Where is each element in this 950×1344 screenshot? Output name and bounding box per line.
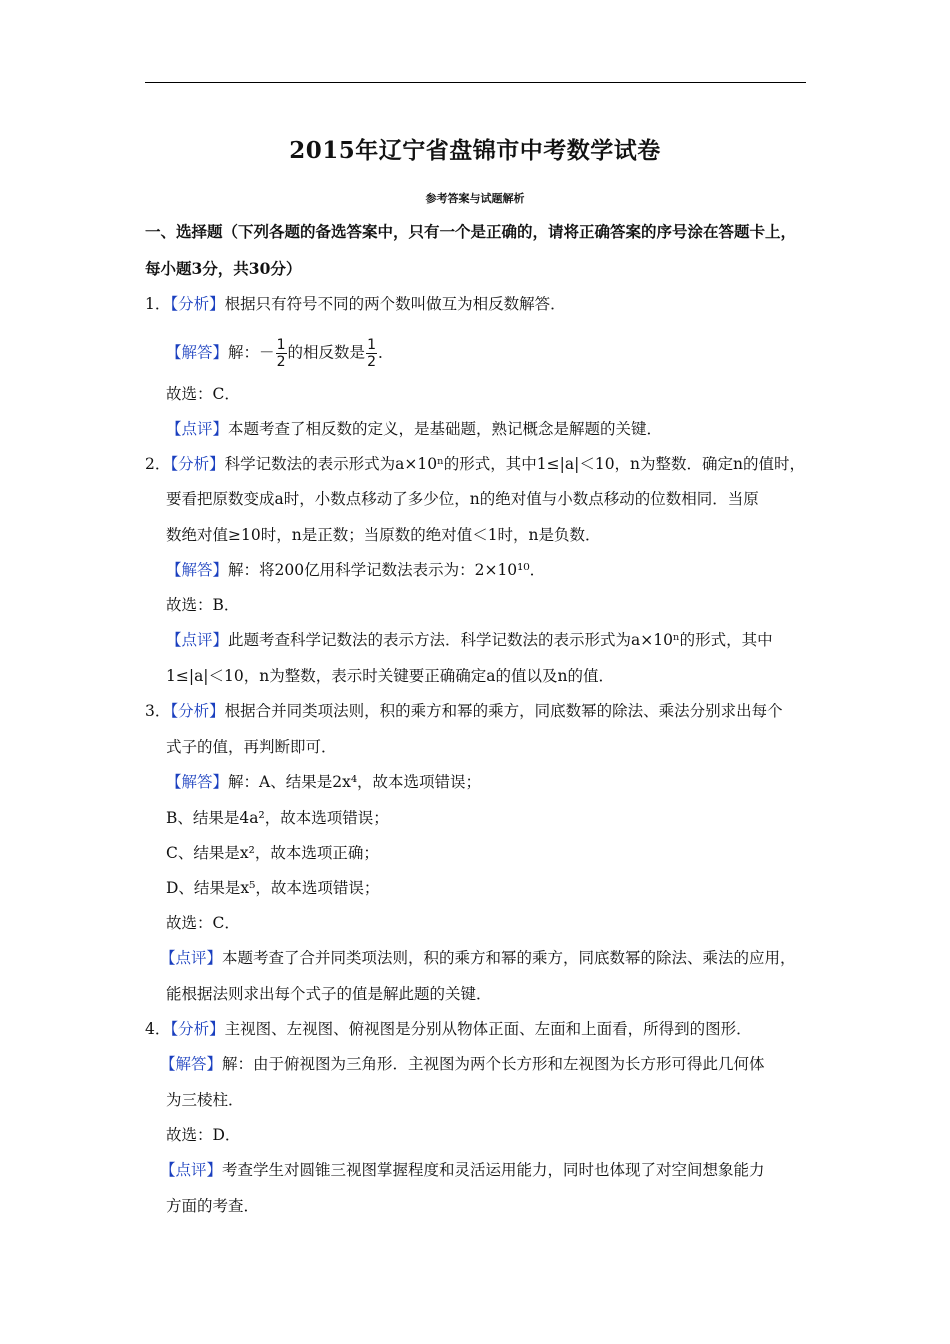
- section-heading-line1: 一、选择题（下列各题的备选答案中，只有一个是正确的，请将正确答案的序号涂在答题卡上，: [145, 222, 797, 241]
- q2-comment-l2: 1≤|a|＜10，n为整数，表示时关键要正确确定a的值以及n的值．: [166, 667, 614, 685]
- q3-number: 3．: [145, 702, 171, 720]
- q3-analysis-l1: 根据合并同类项法则，积的乘方和幂的乘方，同底数幂的除法、乘法分别求出每个: [224, 702, 783, 720]
- q3-solution-c: C、结果是x²，故本选项正确；: [166, 844, 379, 862]
- q2-comment: [166, 630, 773, 650]
- q1-fraction-1: [276, 338, 287, 369]
- q2-analysis-l3: 数绝对值≥10时，n是正数；当原数的绝对值＜1时，n是负数．: [166, 526, 601, 544]
- q3-comment-l1: 本题考查了合并同类项法则，积的乘方和幂的乘方，同底数幂的除法、乘法的应用，: [222, 949, 796, 967]
- q3-solution-b: B、结果是4a²，故本选项错误；: [166, 809, 389, 827]
- q3-comment-l2: 能根据法则求出每个式子的值是解此题的关键．: [166, 985, 492, 1003]
- q1-analysis: [145, 294, 566, 314]
- q1-fraction-1-den: 2: [276, 354, 286, 370]
- q2-analysis-tag: 【分析】: [170, 455, 225, 473]
- q1-solution-mid: 的相反数是: [287, 343, 366, 362]
- q2-analysis-l1: 科学记数法的表示形式为a×10ⁿ的形式，其中1≤|a|＜10，n为整数．确定n的值时，: [224, 455, 806, 473]
- q1-solution: [166, 338, 394, 369]
- q1-fraction-1-num: 1: [276, 337, 286, 353]
- q1-comment-text: 本题考查了相反数的定义，是基础题，熟记概念是解题的关键．: [228, 420, 663, 438]
- q3-analysis-l2: 式子的值，再判断即可．: [166, 738, 337, 756]
- q3-solution-a: 解：A、结果是2x⁴，故本选项错误；: [228, 773, 482, 791]
- section-heading-line2: 每小题3分，共30分）: [145, 259, 302, 278]
- q1-choice: 故选：C．: [166, 385, 240, 403]
- q3-comment-tag: 【点评】: [160, 949, 223, 967]
- q4-comment: [160, 1160, 765, 1180]
- q4-solution: [160, 1054, 765, 1074]
- q3-comment: [160, 948, 796, 968]
- q2-comment-tag: 【点评】: [166, 631, 229, 649]
- q1-solution-end: ．: [378, 343, 394, 362]
- q4-comment-tag: 【点评】: [160, 1161, 223, 1179]
- q3-analysis: [145, 701, 783, 721]
- q4-solution-tag: 【解答】: [160, 1055, 223, 1073]
- q2-solution-text: 解：将200亿用科学记数法表示为：2×10¹⁰．: [228, 561, 546, 579]
- q2-number: 2．: [145, 455, 171, 473]
- header-rule: [145, 82, 806, 83]
- q1-fraction-2-num: 1: [367, 337, 376, 353]
- q1-comment-tag: 【点评】: [166, 420, 229, 438]
- q3-analysis-tag: 【分析】: [170, 702, 225, 720]
- q1-solution-prefix: 解：－: [228, 343, 275, 362]
- q1-comment: [166, 419, 662, 439]
- q4-solution-l1: 解：由于俯视图为三角形．主视图为两个长方形和左视图为长方形可得此几何体: [222, 1055, 765, 1073]
- page-subtitle: 参考答案与试题解析: [425, 192, 525, 205]
- q4-analysis-tag: 【分析】: [170, 1020, 225, 1038]
- q2-choice: 故选：B．: [166, 596, 240, 614]
- q1-number: 1．: [145, 295, 171, 313]
- q3-solution-tag: 【解答】: [166, 773, 229, 791]
- q1-fraction-2-den: 2: [367, 354, 376, 370]
- q4-solution-l2: 为三棱柱．: [166, 1091, 244, 1109]
- q4-comment-l2: 方面的考查．: [166, 1197, 260, 1215]
- q4-analysis-text: 主视图、左视图、俯视图是分别从物体正面、左面和上面看，所得到的图形．: [224, 1020, 752, 1038]
- q3-choice: 故选：C．: [166, 914, 240, 932]
- q1-fraction-2: [366, 338, 377, 369]
- q1-analysis-text: 根据只有符号不同的两个数叫做互为相反数解答．: [224, 295, 566, 313]
- q4-number: 4．: [145, 1020, 171, 1038]
- page-title: 2015年辽宁省盘锦市中考数学试卷: [289, 137, 661, 164]
- q2-solution-tag: 【解答】: [166, 561, 229, 579]
- q4-comment-l1: 考查学生对圆锥三视图掌握程度和灵活运用能力，同时也体现了对空间想象能力: [222, 1161, 765, 1179]
- q4-analysis: [145, 1019, 752, 1039]
- q4-choice: 故选：D．: [166, 1126, 241, 1144]
- q3-solution-d: D、结果是x⁵，故本选项错误；: [166, 879, 380, 897]
- q2-comment-l1: 此题考查科学记数法的表示方法．科学记数法的表示形式为a×10ⁿ的形式，其中: [228, 631, 773, 649]
- q3-solution: [166, 772, 481, 792]
- q2-analysis: [145, 454, 805, 474]
- q2-analysis-l2: 要看把原数变成a时，小数点移动了多少位，n的绝对值与小数点移动的位数相同．当原: [166, 490, 759, 508]
- q1-solution-tag: 【解答】: [166, 343, 229, 362]
- q1-analysis-tag: 【分析】: [170, 295, 225, 313]
- q2-solution: [166, 560, 545, 580]
